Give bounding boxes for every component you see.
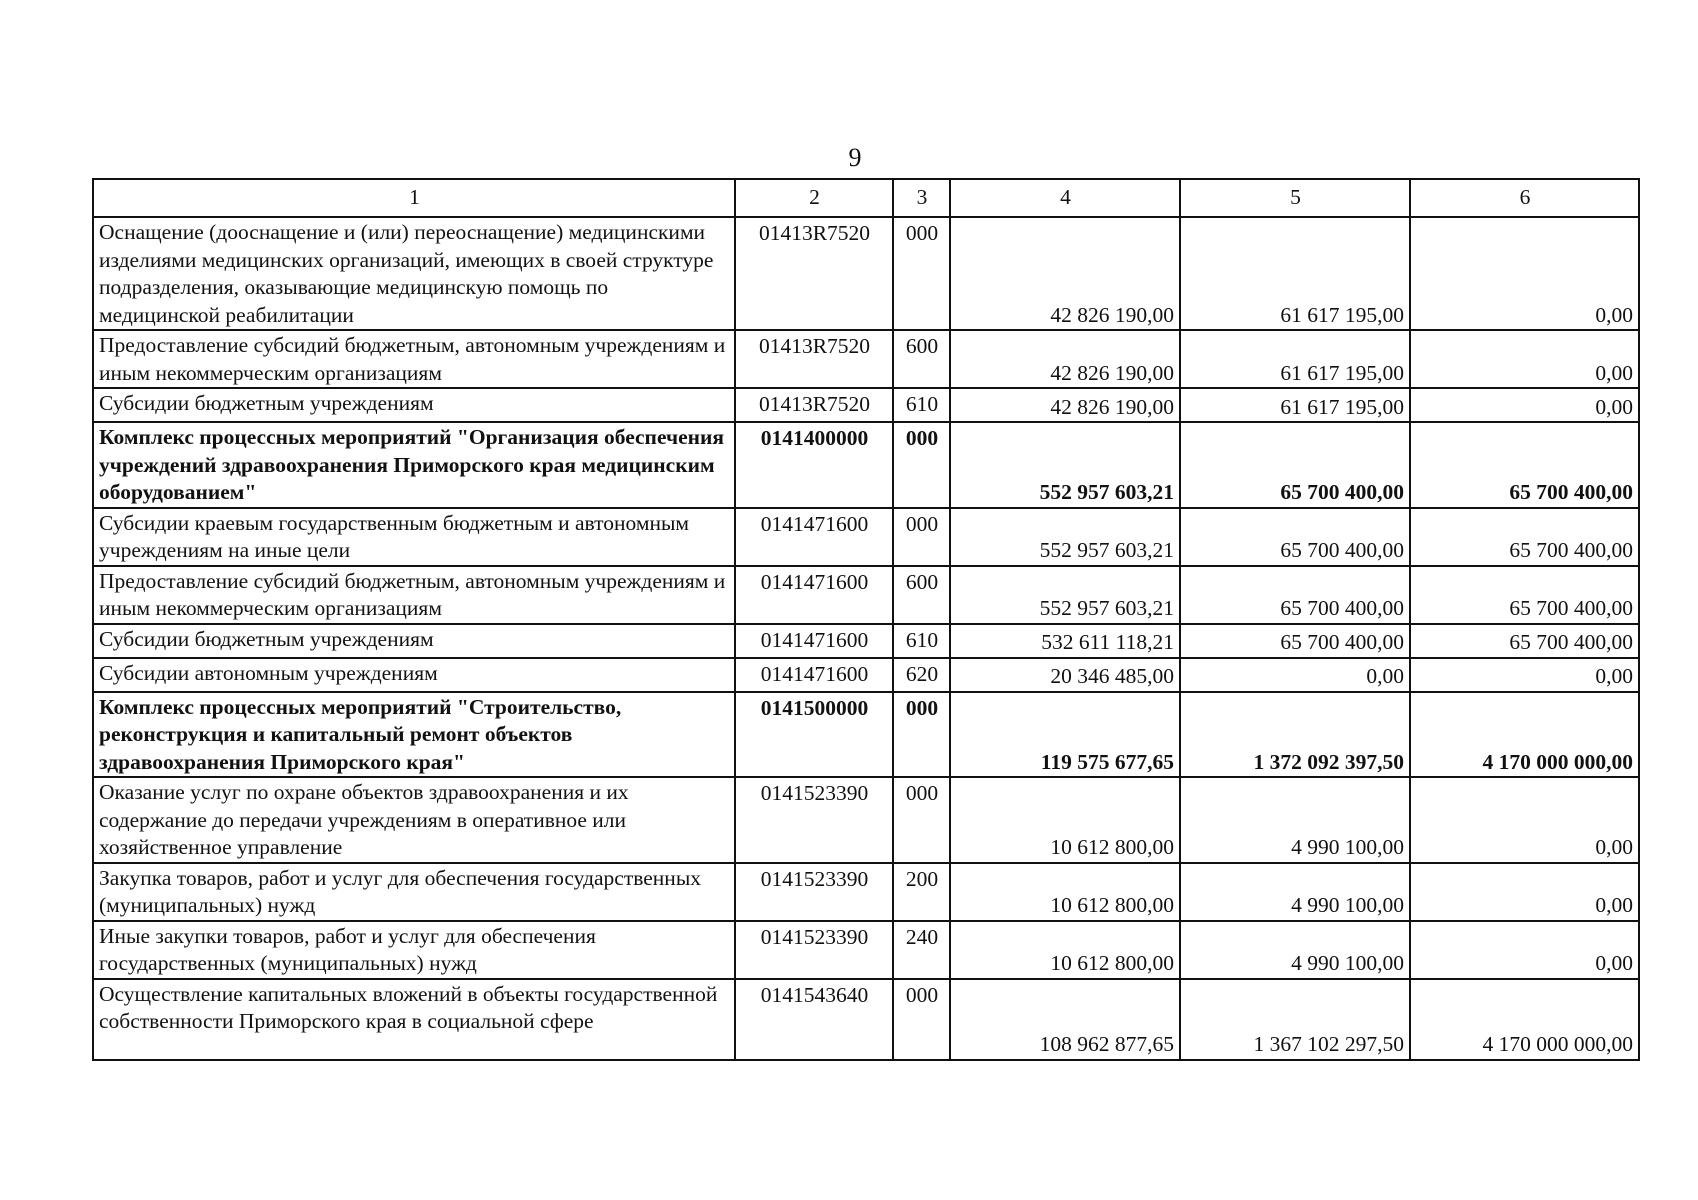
row-amount-col4: 552 957 603,21 — [950, 422, 1180, 508]
column-header-4: 4 — [950, 179, 1180, 217]
row-target-code: 0141471600 — [735, 624, 893, 658]
row-expense-type: 610 — [893, 624, 950, 658]
row-amount-col5: 4 990 100,00 — [1180, 863, 1410, 921]
column-header-3: 3 — [893, 179, 950, 217]
row-target-code: 0141400000 — [735, 422, 893, 508]
row-expense-type: 000 — [893, 422, 950, 508]
table-row — [93, 624, 1639, 658]
row-expense-type: 000 — [893, 217, 950, 330]
row-amount-col5: 1 372 092 397,50 — [1180, 692, 1410, 778]
row-amount-col4: 42 826 190,00 — [950, 217, 1180, 330]
row-name: Иные закупки товаров, работ и услуг для обеспечения государственных (муниципальных) нужд — [93, 921, 735, 979]
row-amount-col6: 4 170 000 000,00 — [1410, 692, 1639, 778]
row-name: Субсидии краевым государственным бюджетным и автономным учреждениям на иные цели — [93, 508, 735, 566]
row-amount-col4: 10 612 800,00 — [950, 863, 1180, 921]
row-name: Закупка товаров, работ и услуг для обеспечения государственных (муниципальных) нужд — [93, 863, 735, 921]
row-amount-col4: 10 612 800,00 — [950, 921, 1180, 979]
row-amount-col6: 65 700 400,00 — [1410, 566, 1639, 624]
row-expense-type: 240 — [893, 921, 950, 979]
row-amount-col4: 42 826 190,00 — [950, 330, 1180, 388]
row-amount-col5: 65 700 400,00 — [1180, 508, 1410, 566]
table-row — [93, 777, 1639, 863]
row-name: Оснащение (дооснащение и (или) переоснащение) медицинскими изделиями медицинских организаций, имеющих в своей структуре подразделения, оказывающие медицинскую помощь по медицинской реабилитации — [93, 217, 735, 330]
row-amount-col5: 61 617 195,00 — [1180, 330, 1410, 388]
column-header-6: 6 — [1410, 179, 1639, 217]
row-amount-col4: 532 611 118,21 — [950, 624, 1180, 658]
row-amount-col5: 65 700 400,00 — [1180, 422, 1410, 508]
row-expense-type: 000 — [893, 508, 950, 566]
row-target-code: 01413R7520 — [735, 330, 893, 388]
row-expense-type: 000 — [893, 692, 950, 778]
row-target-code: 01413R7520 — [735, 217, 893, 330]
row-amount-col6: 0,00 — [1410, 777, 1639, 863]
table-row — [93, 979, 1639, 1060]
row-amount-col6: 0,00 — [1410, 921, 1639, 979]
row-amount-col4: 20 346 485,00 — [950, 658, 1180, 692]
row-target-code: 0141471600 — [735, 508, 893, 566]
table-row — [93, 658, 1639, 692]
budget-table — [92, 178, 1640, 1061]
row-expense-type: 000 — [893, 979, 950, 1060]
row-name: Оказание услуг по охране объектов здравоохранения и их содержание до передачи учреждениям в оперативное или хозяйственное управление — [93, 777, 735, 863]
row-amount-col6: 0,00 — [1410, 863, 1639, 921]
row-expense-type: 620 — [893, 658, 950, 692]
row-target-code: 0141543640 — [735, 979, 893, 1060]
row-amount-col6: 4 170 000 000,00 — [1410, 979, 1639, 1060]
row-amount-col4: 108 962 877,65 — [950, 979, 1180, 1060]
row-expense-type: 000 — [893, 777, 950, 863]
row-expense-type: 200 — [893, 863, 950, 921]
row-amount-col4: 552 957 603,21 — [950, 566, 1180, 624]
row-target-code: 0141523390 — [735, 777, 893, 863]
row-expense-type: 610 — [893, 388, 950, 422]
row-name: Предоставление субсидий бюджетным, автономным учреждениям и иным некоммерческим организациям — [93, 566, 735, 624]
column-header-2: 2 — [735, 179, 893, 217]
row-amount-col6: 0,00 — [1410, 217, 1639, 330]
table-row — [93, 508, 1639, 566]
row-amount-col5: 0,00 — [1180, 658, 1410, 692]
table-row — [93, 388, 1639, 422]
row-name: Комплекс процессных мероприятий "Строительство, реконструкция и капитальный ремонт объектов здравоохранения Приморского края" — [93, 692, 735, 778]
row-amount-col5: 65 700 400,00 — [1180, 566, 1410, 624]
row-amount-col6: 0,00 — [1410, 388, 1639, 422]
row-target-code: 0141523390 — [735, 863, 893, 921]
row-target-code: 01413R7520 — [735, 388, 893, 422]
row-amount-col5: 65 700 400,00 — [1180, 624, 1410, 658]
table-row — [93, 217, 1639, 330]
row-amount-col6: 65 700 400,00 — [1410, 624, 1639, 658]
row-expense-type: 600 — [893, 330, 950, 388]
table-row — [93, 692, 1639, 778]
row-target-code: 0141500000 — [735, 692, 893, 778]
table-row — [93, 921, 1639, 979]
row-amount-col5: 4 990 100,00 — [1180, 777, 1410, 863]
page-number: 9 — [848, 143, 862, 172]
column-header-1: 1 — [93, 179, 735, 217]
row-target-code: 0141471600 — [735, 566, 893, 624]
row-amount-col5: 61 617 195,00 — [1180, 388, 1410, 422]
row-expense-type: 600 — [893, 566, 950, 624]
row-amount-col4: 552 957 603,21 — [950, 508, 1180, 566]
row-amount-col6: 0,00 — [1410, 330, 1639, 388]
row-name: Осуществление капитальных вложений в объекты государственной собственности Приморского края в социальной сфере — [93, 979, 735, 1060]
row-amount-col6: 65 700 400,00 — [1410, 422, 1639, 508]
row-amount-col5: 4 990 100,00 — [1180, 921, 1410, 979]
row-amount-col4: 10 612 800,00 — [950, 777, 1180, 863]
row-target-code: 0141523390 — [735, 921, 893, 979]
row-name: Субсидии автономным учреждениям — [93, 658, 735, 692]
row-amount-col5: 61 617 195,00 — [1180, 217, 1410, 330]
table-header — [93, 179, 1639, 217]
row-target-code: 0141471600 — [735, 658, 893, 692]
row-amount-col6: 0,00 — [1410, 658, 1639, 692]
table-body — [93, 217, 1639, 1060]
row-amount-col6: 65 700 400,00 — [1410, 508, 1639, 566]
row-name: Комплекс процессных мероприятий "Организация обеспечения учреждений здравоохранения Приморского края медицинским оборудованием" — [93, 422, 735, 508]
table-row — [93, 863, 1639, 921]
row-name: Субсидии бюджетным учреждениям — [93, 388, 735, 422]
row-amount-col4: 119 575 677,65 — [950, 692, 1180, 778]
row-amount-col5: 1 367 102 297,50 — [1180, 979, 1410, 1060]
table-row — [93, 422, 1639, 508]
column-header-5: 5 — [1180, 179, 1410, 217]
row-name: Предоставление субсидий бюджетным, автономным учреждениям и иным некоммерческим организациям — [93, 330, 735, 388]
table-row — [93, 330, 1639, 388]
header-row — [93, 179, 1639, 217]
row-name: Субсидии бюджетным учреждениям — [93, 624, 735, 658]
row-amount-col4: 42 826 190,00 — [950, 388, 1180, 422]
table-row — [93, 566, 1639, 624]
